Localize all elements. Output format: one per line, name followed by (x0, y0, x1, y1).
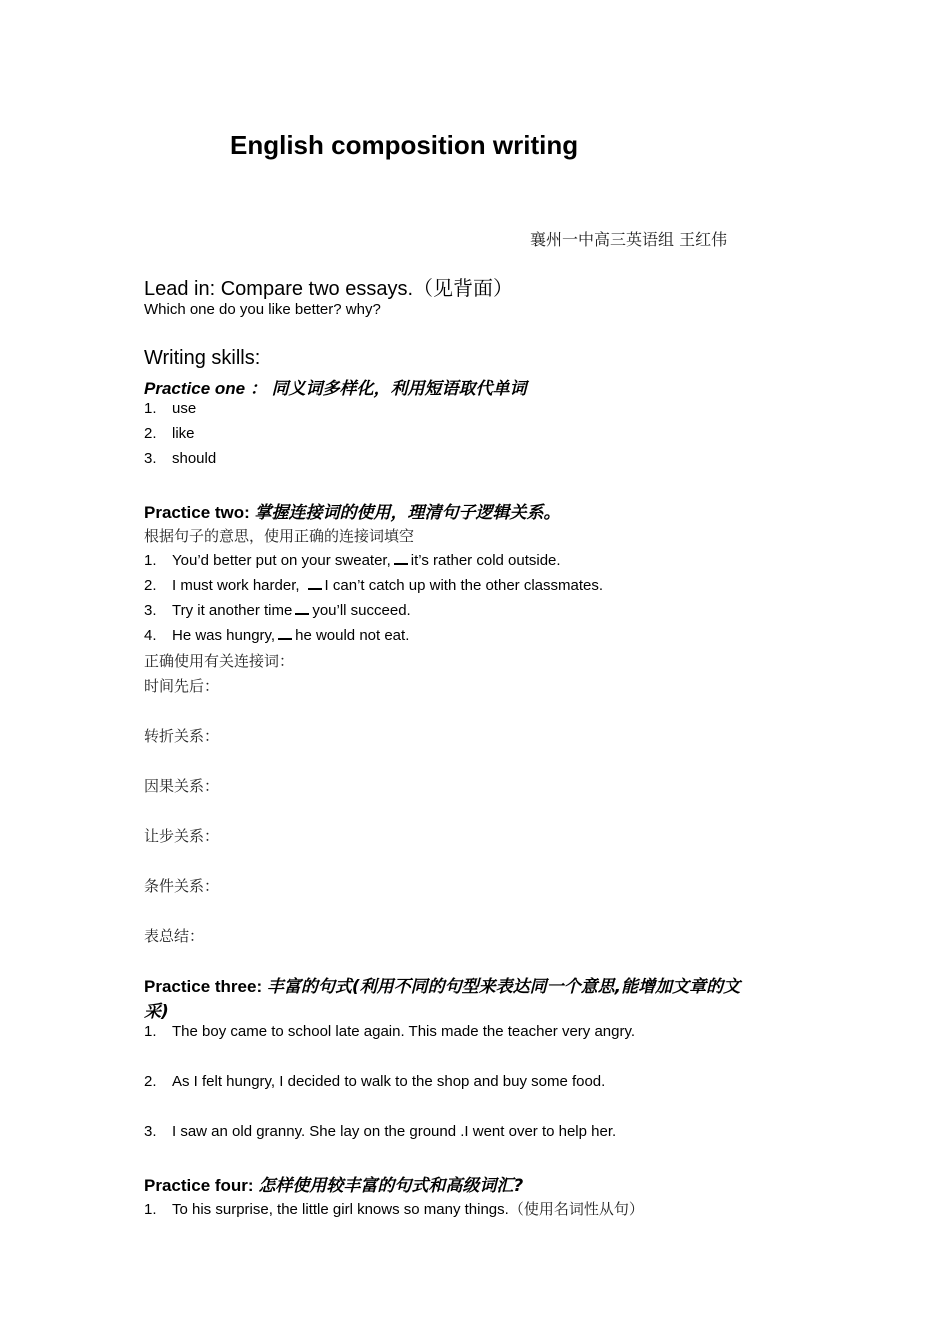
list-item: 3. Try it another time you’ll succeed. (144, 602, 411, 619)
list-item: 1. To his surprise, the little girl knows so many things.（使用名词性从句） (144, 1200, 644, 1218)
sentence-after: he would not eat. (295, 627, 410, 644)
sentence-after: I can’t catch up with the other classmates. (324, 577, 604, 594)
list-item: 2. like (144, 425, 195, 442)
list-item-text: The boy came to school late again. This made the teacher very angry. (172, 1023, 636, 1040)
practice-two-desc: 掌握连接词的使用，理清句子逻辑关系。 (254, 503, 561, 523)
list-item-text: use (172, 400, 197, 417)
practice-two-instruction: 根据句子的意思，使用正确的连接词填空 (144, 527, 415, 545)
practice-four-heading (144, 1171, 523, 1196)
sentence-after: it’s rather cold outside. (410, 552, 561, 569)
document-title: English composition writing (230, 130, 579, 160)
practice-three-desc: 丰富的句式(利用不同的句型来表达同一个意思,能增加文章的文 (266, 977, 741, 997)
connector-category: 条件关系： (144, 877, 220, 895)
practice-two-label: Practice two: (144, 503, 250, 522)
author-line: 襄州一中高三英语组 王红伟 (530, 230, 728, 249)
connector-category: 因果关系： (144, 777, 220, 795)
list-item-hint: （使用名词性从句） (508, 1200, 644, 1218)
sentence-before: Try it another time (172, 602, 293, 619)
list-item-text: To his surprise, the little girl knows so many things. (172, 1201, 509, 1218)
list-item-text: like (172, 425, 195, 442)
connector-category: 表总结： (144, 927, 205, 945)
practice-four-desc: 怎样使用较丰富的句式和高级词汇? (258, 1176, 524, 1196)
list-item: 4. He was hungry, he would not eat. (144, 627, 410, 644)
practice-one-heading (144, 374, 527, 399)
list-item: 3. should (144, 450, 217, 467)
connector-category: 让步关系： (144, 827, 220, 845)
connector-category: 转折关系： (144, 727, 220, 745)
practice-one-desc: 同义词多样化，利用短语取代单词 (271, 379, 527, 399)
practice-three-label: Practice three: (144, 977, 263, 996)
list-item: 2. As I felt hungry, I decided to walk to the shop and buy some food. (144, 1073, 606, 1090)
connectors-title: 正确使用有关连接词： (144, 652, 295, 670)
sentence-before: I must work harder, (172, 577, 300, 594)
practice-one-label: Practice one ： (144, 379, 267, 398)
practice-two-heading (144, 498, 561, 523)
list-item: 1. use (144, 400, 197, 417)
practice-three-desc-continued (144, 997, 169, 1022)
list-item: 3. I saw an old granny. She lay on the ground .I went over to help her. (144, 1123, 617, 1140)
writing-skills-heading: Writing skills: (144, 347, 261, 369)
list-item-text: I saw an old granny. She lay on the ground .I went over to help her. (172, 1123, 617, 1140)
fill-blank (308, 575, 322, 590)
sentence-before: He was hungry, (172, 627, 276, 644)
fill-blank (295, 600, 309, 615)
lead-in-heading: Lead in: Compare two essays.（见背面） (144, 278, 514, 300)
list-item: 1. You’d better put on your sweater, it’s rather cold outside. (144, 552, 561, 569)
list-item-text: should (172, 450, 217, 467)
list-item-text: As I felt hungry, I decided to walk to the shop and buy some food. (172, 1073, 606, 1090)
lead-in-question: Which one do you like better? why? (144, 301, 381, 318)
list-item: 2. I must work harder, I can’t catch up with the other classmates. (144, 577, 604, 594)
fill-blank (278, 625, 292, 640)
fill-blank (394, 550, 408, 565)
connector-category: 时间先后： (144, 677, 220, 695)
practice-three-desc-line2: 采) (144, 1002, 169, 1022)
practice-four-label: Practice four: (144, 1176, 254, 1195)
sentence-before: You’d better put on your sweater, (172, 552, 391, 569)
list-item: 1. The boy came to school late again. This made the teacher very angry. (144, 1023, 636, 1040)
practice-three-heading (144, 972, 740, 997)
sentence-after: you’ll succeed. (312, 602, 411, 619)
